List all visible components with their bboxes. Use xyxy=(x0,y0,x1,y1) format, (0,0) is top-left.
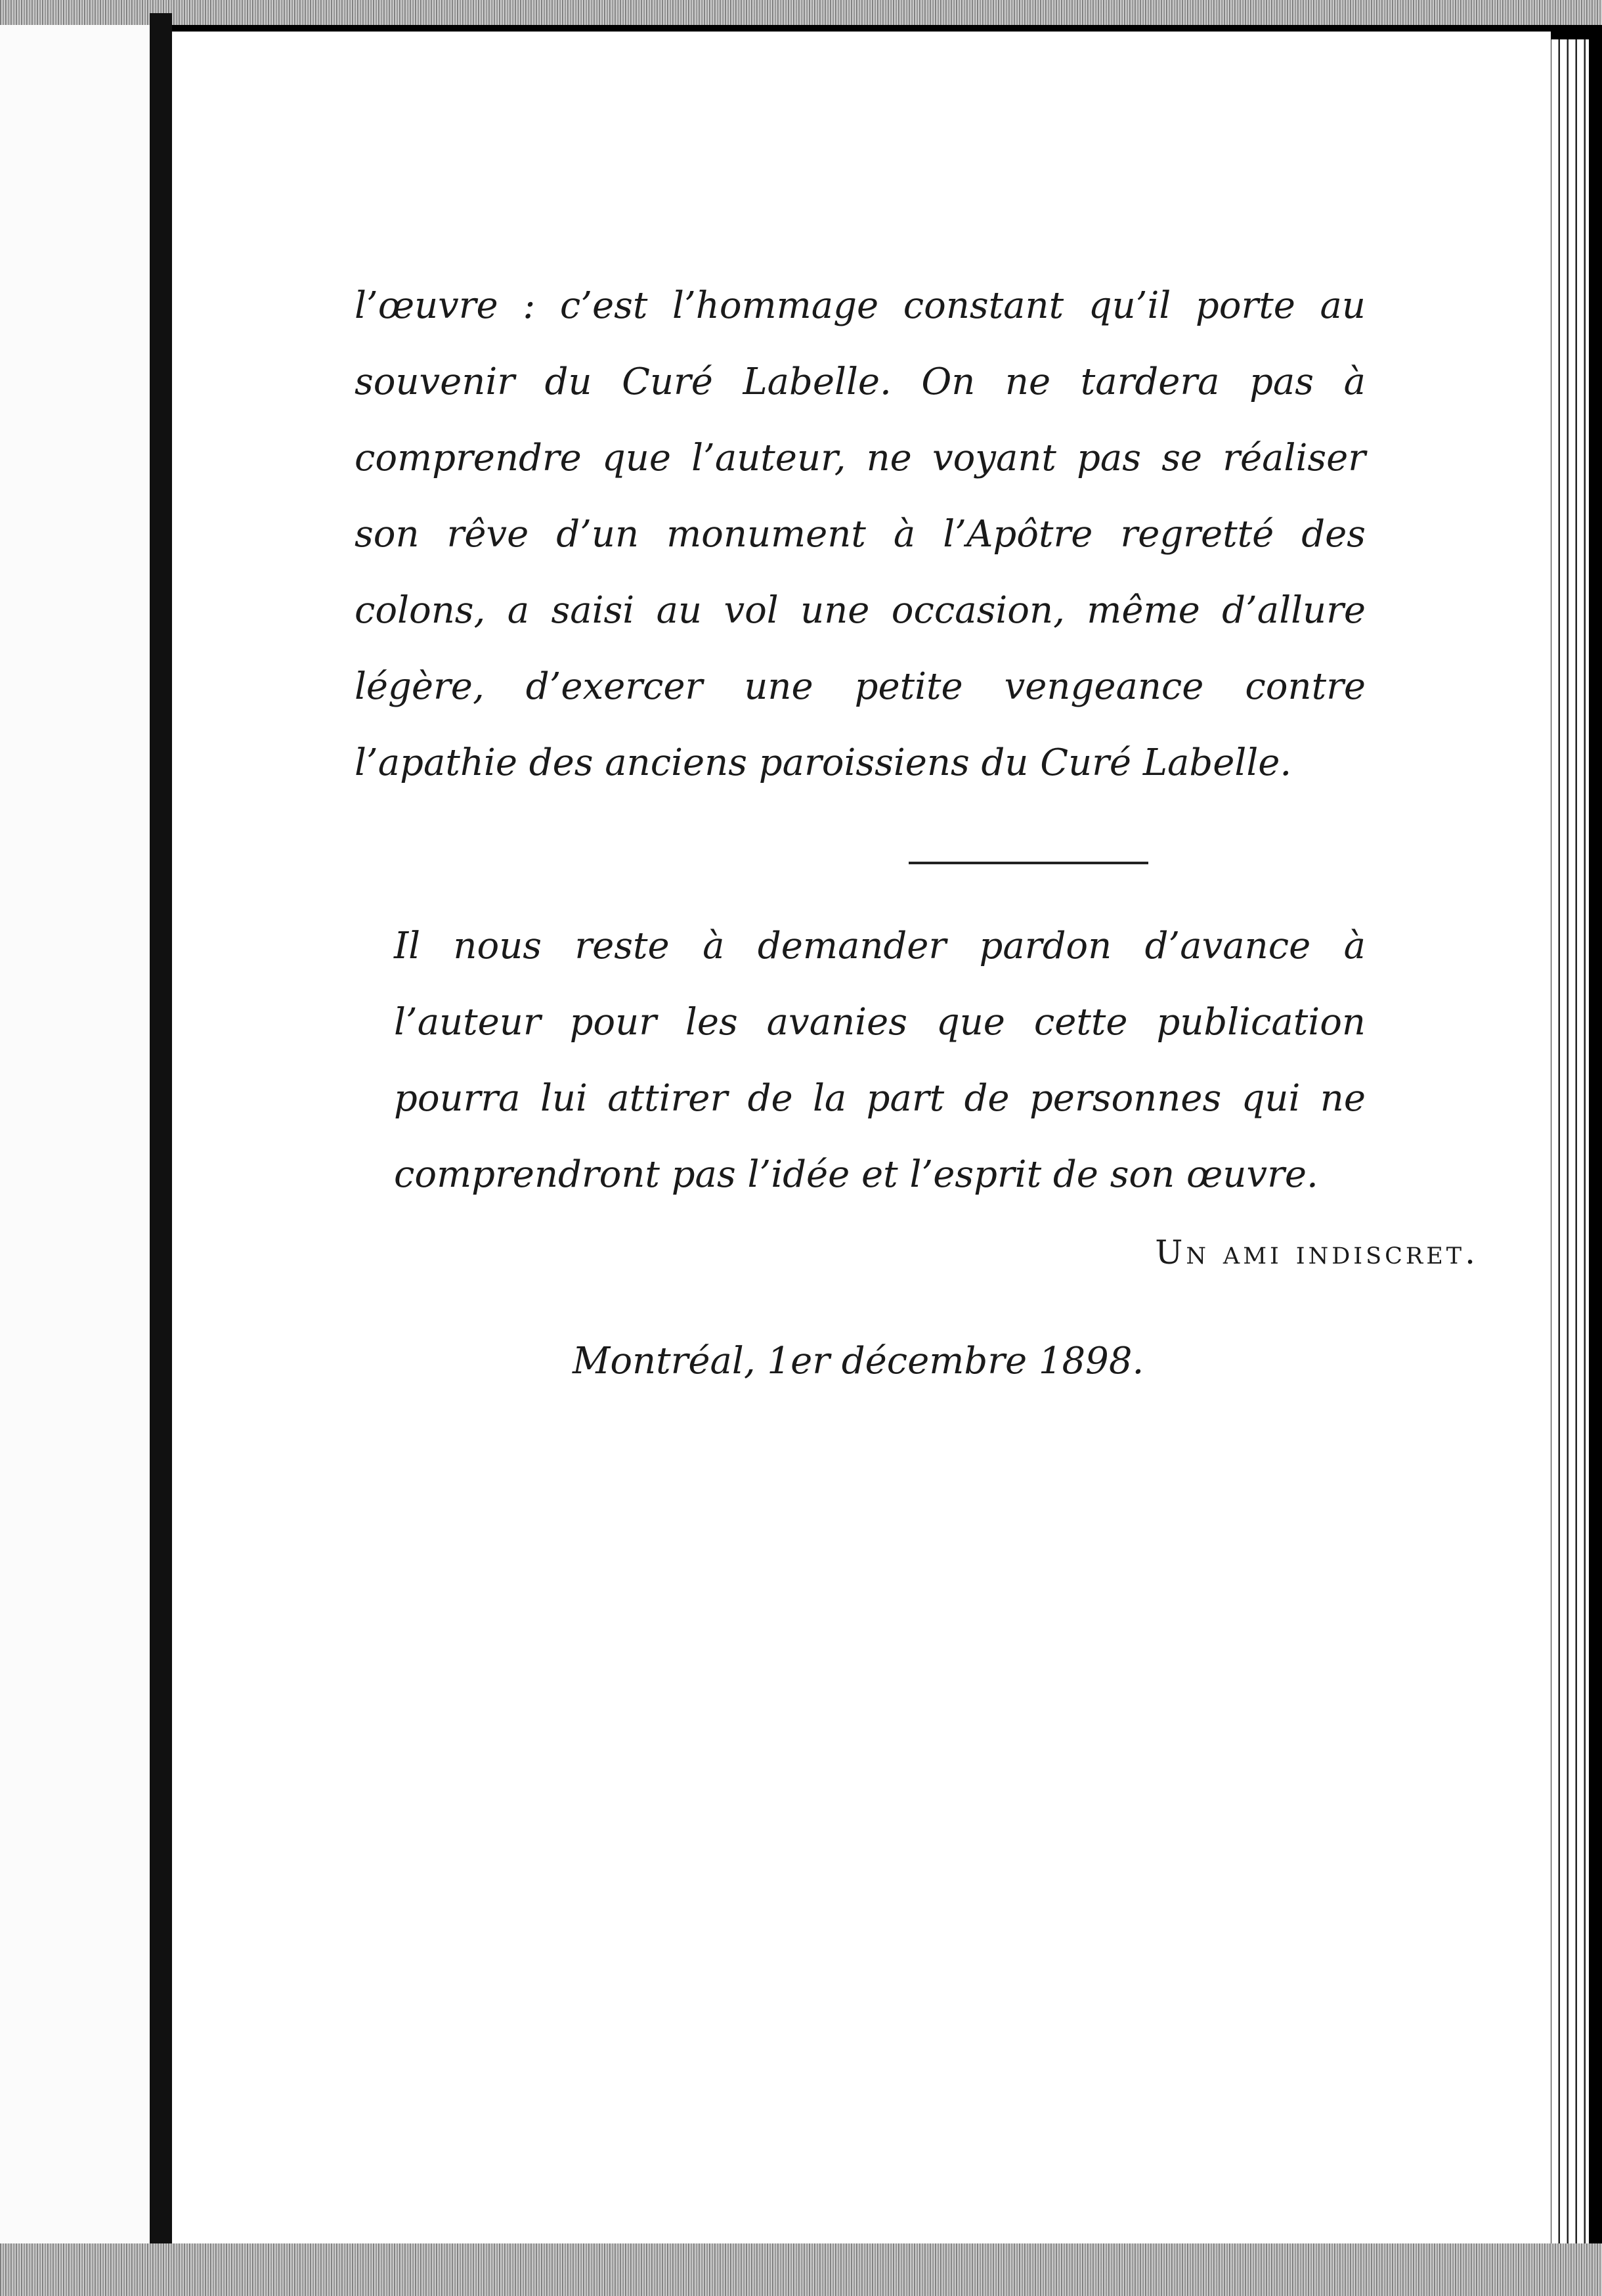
scan-border-bottom xyxy=(0,2243,1602,2296)
section-rule xyxy=(909,862,1148,864)
book-page xyxy=(172,32,1551,2264)
scan-border-top xyxy=(0,0,1602,25)
paragraph-2: Il nous reste à demander pardon d’avance à l’auteur pour les avanies que cette publication pourra lui attirer de la part de personnes qui ne comprendront pas l’idée et l’esprit de son œuvre. xyxy=(394,925,1366,1196)
facing-page-edge xyxy=(0,25,150,2243)
signature: Un ami indiscret. xyxy=(1155,1233,1479,1271)
paragraph-1: l’œuvre : c’est l’hommage constant qu’il porte au souvenir du Curé Labelle. On ne tardera pas à comprendre que l’auteur, ne voyant pas se réaliser son rêve d’un monument à l’Apôtre regretté des colons, a saisi au vol une occasion, même d’allure légère, d’exercer une petite vengeance contre l’apathie des anciens paroissiens du Curé Labelle. xyxy=(355,284,1366,784)
dateline: Montréal, 1er décembre 1898. xyxy=(573,1340,1144,1382)
book-gutter xyxy=(150,13,172,2266)
